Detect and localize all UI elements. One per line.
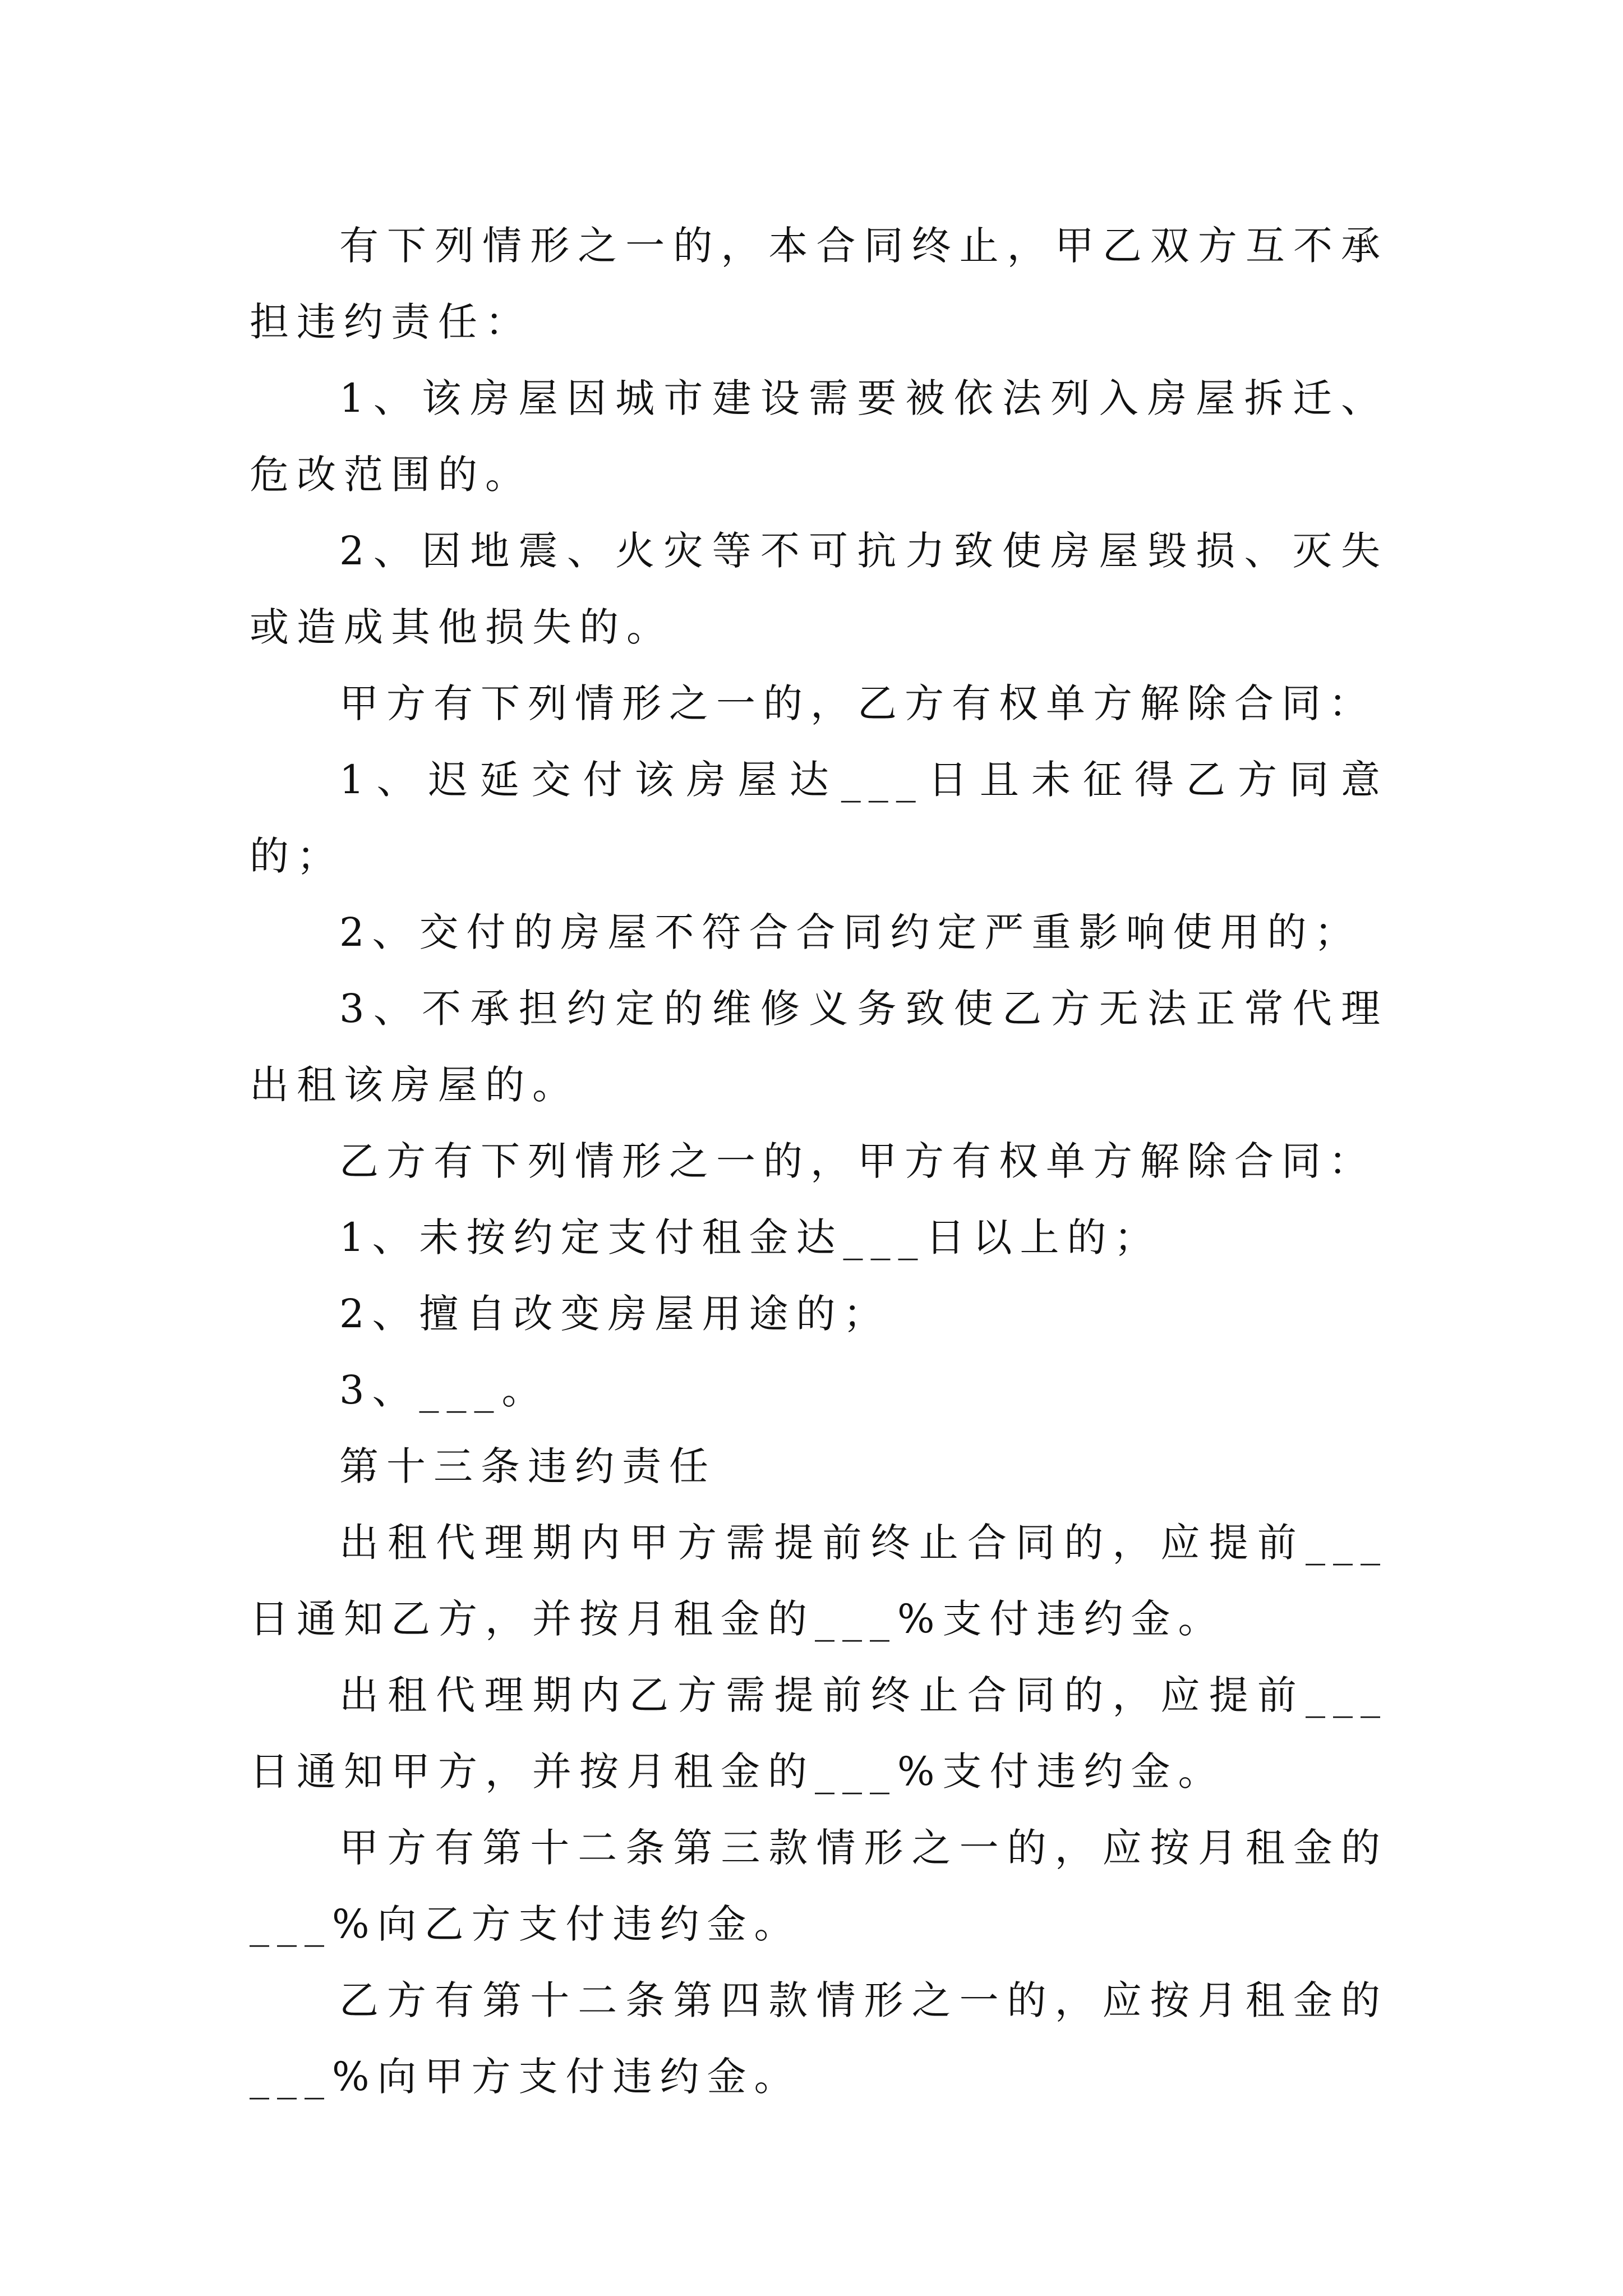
paragraph-termination-item-1: 1、该房屋因城市建设需要被依法列入房屋拆迁、危改范围的。 [250, 375, 1388, 498]
paragraph-penalty-party-a-clause-3: 甲方有第十二条第三款情形之一的，应按月租金的___%向乙方支付违约金。 [250, 1825, 1388, 1947]
paragraph-penalty-party-b-clause-4: 乙方有第十二条第四款情形之一的，应按月租金的___%向甲方支付违约金。 [250, 1977, 1388, 2100]
document-body [250, 208, 1388, 2115]
paragraph-termination-intro: 有下列情形之一的，本合同终止，甲乙双方互不承担违约责任： [250, 223, 1388, 345]
paragraph-party-a-breach-item-3: 3、不承担约定的维修义务致使乙方无法正常代理出租该房屋的。 [250, 986, 1388, 1108]
paragraph-party-b-breach-item-1: 1、未按约定支付租金达___日以上的； [339, 1214, 1161, 1260]
paragraph-party-b-breach-item-2: 2、擅自改变房屋用途的； [339, 1291, 891, 1337]
paragraph-party-a-breach-item-2: 2、交付的房屋不符合合同约定严重影响使用的； [339, 909, 1362, 955]
paragraph-party-b-breach-intro: 乙方有下列情形之一的，甲方有权单方解除合同： [339, 1138, 1376, 1184]
paragraph-penalty-party-a-early-termination: 出租代理期内甲方需提前终止合同的，应提前___日通知乙方，并按月租金的___%支付违约金。 [250, 1520, 1388, 1642]
section-heading-article-13: 第十三条违约责任 [339, 1443, 716, 1489]
paragraph-termination-item-2: 2、因地震、火灾等不可抗力致使房屋毁损、灭失或造成其他损失的。 [250, 528, 1388, 650]
paragraph-party-a-breach-item-1: 1、迟延交付该房屋达___日且未征得乙方同意的； [250, 757, 1388, 879]
paragraph-party-a-breach-intro: 甲方有下列情形之一的，乙方有权单方解除合同： [339, 680, 1376, 726]
paragraph-penalty-party-b-early-termination: 出租代理期内乙方需提前终止合同的，应提前___日通知甲方，并按月租金的___%支付违约金。 [250, 1672, 1388, 1795]
paragraph-party-b-breach-item-3: 3、___。 [339, 1367, 549, 1413]
